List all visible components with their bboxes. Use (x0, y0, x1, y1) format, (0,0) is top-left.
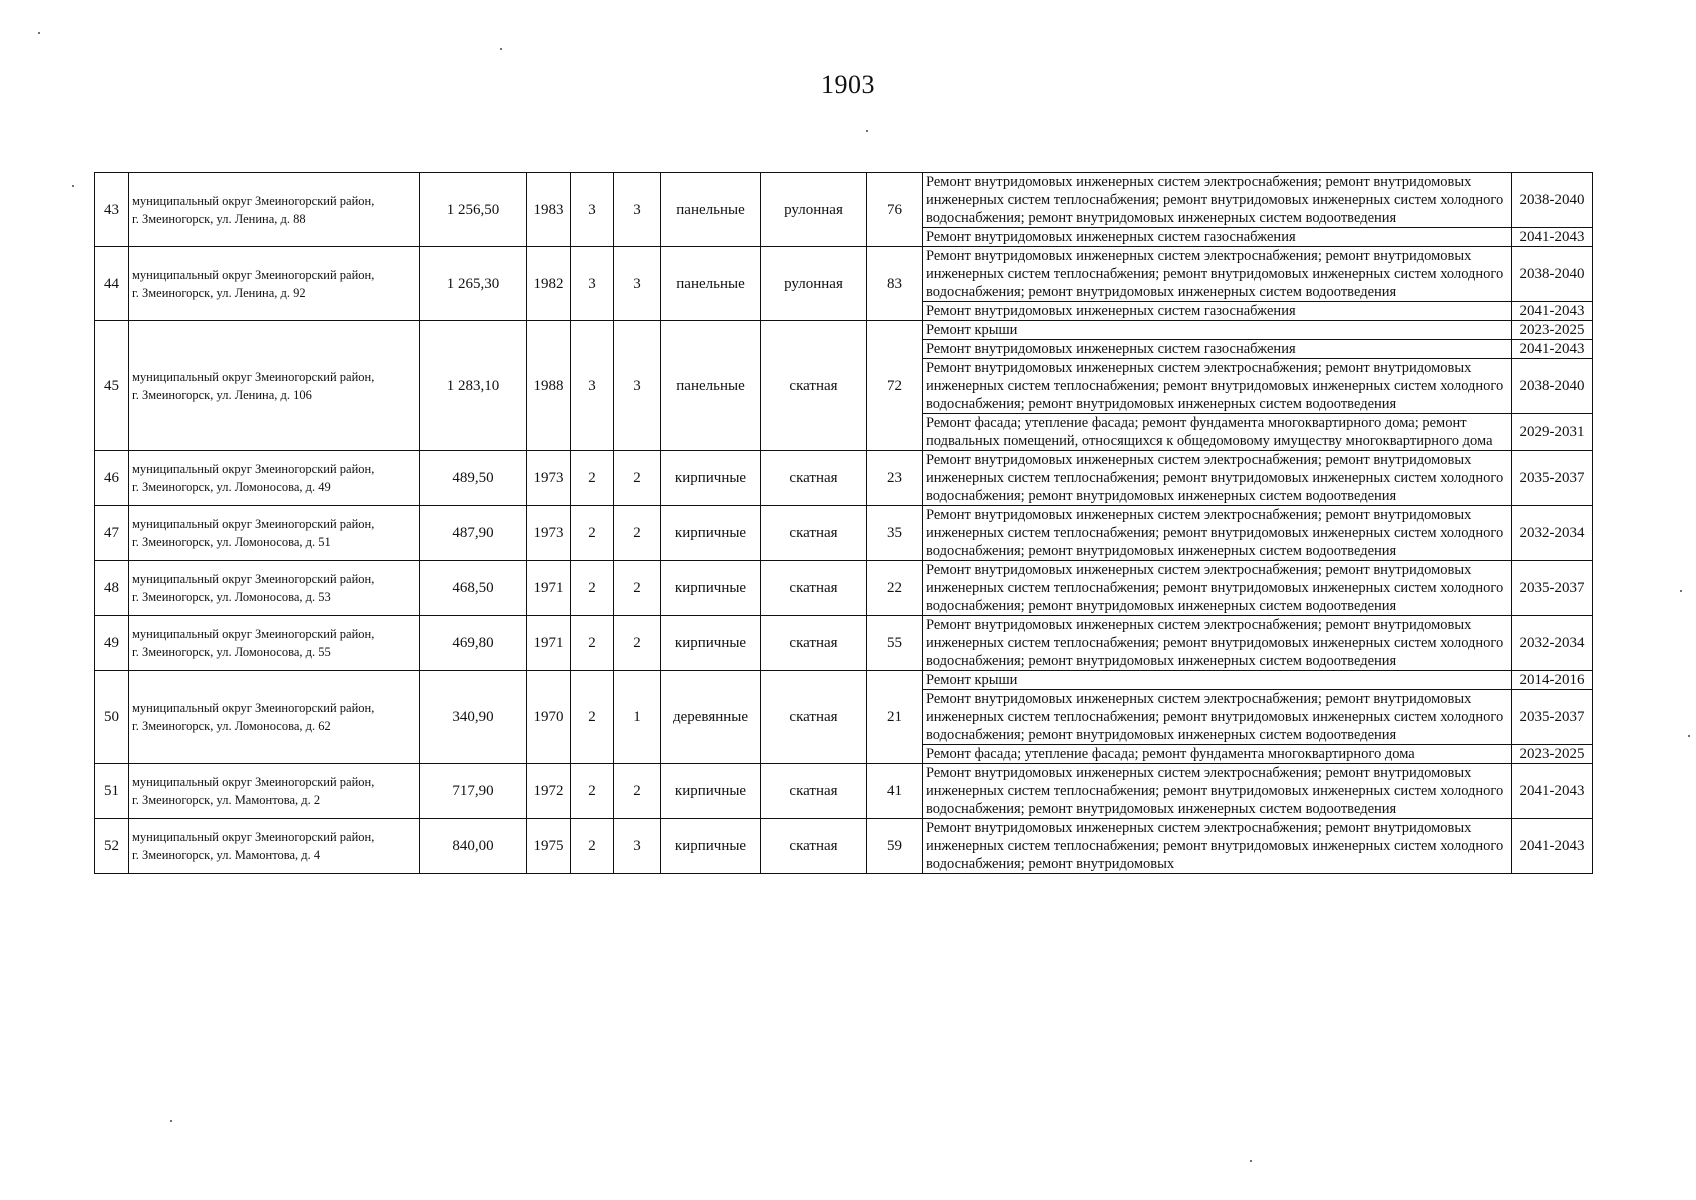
address-cell (129, 173, 420, 247)
work-period-cell: 2035-2037 (1512, 561, 1593, 616)
wear-percent-cell: 72 (867, 321, 923, 451)
work-period-cell: 2041-2043 (1512, 819, 1593, 874)
address-line-1: муниципальный округ Змеиногорский район, (132, 830, 375, 844)
address-cell (129, 764, 420, 819)
work-type-cell: Ремонт внутридомовых инженерных систем электроснабжения; ремонт внутридомовых инженерных систем теплоснабжения; ремонт внутридомовых инженерных систем холодного водоснабжения; ремонт внутридомовых инженерных систем водоотведения (923, 690, 1512, 745)
row-number-cell: 47 (95, 506, 129, 561)
scan-speck (866, 130, 868, 132)
walls-material-cell: кирпичные (661, 764, 761, 819)
walls-material-cell: кирпичные (661, 819, 761, 874)
entrances-cell: 2 (614, 561, 661, 616)
address-line-1: муниципальный округ Змеиногорский район, (132, 775, 375, 789)
scan-speck (1250, 1160, 1252, 1162)
table-row (95, 671, 1593, 690)
address-cell (129, 561, 420, 616)
work-period-cell: 2029-2031 (1512, 414, 1593, 451)
address-line-2: г. Змеиногорск, ул. Ленина, д. 106 (132, 387, 312, 402)
scan-speck (38, 32, 40, 34)
roof-type-cell: скатная (761, 506, 867, 561)
work-type-cell: Ремонт внутридомовых инженерных систем электроснабжения; ремонт внутридомовых инженерных систем теплоснабжения; ремонт внутридомовых инженерных систем холодного водоснабжения; ремонт внутридомовых инженерных систем водоотведения (923, 247, 1512, 302)
address-line-2: г. Змеиногорск, ул. Ломоносова, д. 49 (132, 480, 331, 494)
row-number-cell: 51 (95, 764, 129, 819)
address-line-1: муниципальный округ Змеиногорский район, (132, 193, 375, 208)
table-row (95, 764, 1593, 819)
address-cell (129, 321, 420, 451)
address-line-2: г. Змеиногорск, ул. Ломоносова, д. 55 (132, 645, 331, 659)
entrances-cell: 3 (614, 819, 661, 874)
work-type-cell: Ремонт внутридомовых инженерных систем электроснабжения; ремонт внутридомовых инженерных систем теплоснабжения; ремонт внутридомовых инженерных систем холодного водоснабжения; ремонт внутридомовых инженерных систем водоотведения (923, 561, 1512, 616)
area-cell: 1 265,30 (420, 247, 527, 321)
work-period-cell: 2038-2040 (1512, 359, 1593, 414)
address-cell (129, 247, 420, 321)
work-type-cell: Ремонт внутридомовых инженерных систем электроснабжения; ремонт внутридомовых инженерных систем теплоснабжения; ремонт внутридомовых инженерных систем холодного водоснабжения; ремонт внутридомовых инженерных систем водоотведения (923, 616, 1512, 671)
row-number-cell: 49 (95, 616, 129, 671)
registry-table (94, 172, 1593, 874)
wear-percent-cell: 21 (867, 671, 923, 764)
work-type-cell: Ремонт внутридомовых инженерных систем газоснабжения (923, 302, 1512, 321)
year-cell: 1973 (527, 506, 571, 561)
table-row (95, 616, 1593, 671)
work-period-cell: 2014-2016 (1512, 671, 1593, 690)
wear-percent-cell: 41 (867, 764, 923, 819)
area-cell: 1 283,10 (420, 321, 527, 451)
table-row (95, 321, 1593, 340)
wear-percent-cell: 22 (867, 561, 923, 616)
area-cell: 717,90 (420, 764, 527, 819)
row-number-cell: 48 (95, 561, 129, 616)
address-line-1: муниципальный округ Змеиногорский район, (132, 369, 375, 384)
year-cell: 1983 (527, 173, 571, 247)
entrances-cell: 2 (614, 616, 661, 671)
floors-cell: 2 (571, 819, 614, 874)
scan-speck (500, 48, 502, 50)
address-cell (129, 671, 420, 764)
page-number: 1903 (821, 70, 875, 99)
work-type-cell: Ремонт внутридомовых инженерных систем электроснабжения; ремонт внутридомовых инженерных систем теплоснабжения; ремонт внутридомовых инженерных систем холодного водоснабжения; ремонт внутридомовых инженерных систем водоотведения (923, 764, 1512, 819)
floors-cell: 2 (571, 451, 614, 506)
area-cell: 469,80 (420, 616, 527, 671)
walls-material-cell: деревянные (661, 671, 761, 764)
work-type-cell: Ремонт внутридомовых инженерных систем электроснабжения; ремонт внутридомовых инженерных систем теплоснабжения; ремонт внутридомовых инженерных систем холодного водоснабжения; ремонт внутридомовых инженерных систем водоотведения (923, 359, 1512, 414)
floors-cell: 3 (571, 173, 614, 247)
work-period-cell: 2032-2034 (1512, 506, 1593, 561)
year-cell: 1975 (527, 819, 571, 874)
address-line-1: муниципальный округ Змеиногорский район, (132, 701, 375, 715)
address-line-1: муниципальный округ Змеиногорский район, (132, 462, 375, 476)
row-number-cell: 43 (95, 173, 129, 247)
roof-type-cell: рулонная (761, 247, 867, 321)
work-type-cell: Ремонт внутридомовых инженерных систем газоснабжения (923, 228, 1512, 247)
floors-cell: 3 (571, 247, 614, 321)
address-cell (129, 819, 420, 874)
roof-type-cell: скатная (761, 451, 867, 506)
row-number-cell: 52 (95, 819, 129, 874)
year-cell: 1988 (527, 321, 571, 451)
table-row (95, 173, 1593, 228)
walls-material-cell: кирпичные (661, 616, 761, 671)
table-row (95, 451, 1593, 506)
walls-material-cell: панельные (661, 173, 761, 247)
work-type-cell: Ремонт внутридомовых инженерных систем электроснабжения; ремонт внутридомовых инженерных систем теплоснабжения; ремонт внутридомовых инженерных систем холодного водоснабжения; ремонт внутридомовых инженерных систем водоотведения (923, 451, 1512, 506)
address-line-2: г. Змеиногорск, ул. Ленина, д. 88 (132, 211, 306, 226)
year-cell: 1973 (527, 451, 571, 506)
work-period-cell: 2038-2040 (1512, 173, 1593, 228)
year-cell: 1970 (527, 671, 571, 764)
address-line-2: г. Змеиногорск, ул. Ломоносова, д. 53 (132, 590, 331, 604)
floors-cell: 2 (571, 764, 614, 819)
floors-cell: 2 (571, 616, 614, 671)
address-line-2: г. Змеиногорск, ул. Мамонтова, д. 2 (132, 793, 321, 807)
work-period-cell: 2041-2043 (1512, 302, 1593, 321)
address-line-2: г. Змеиногорск, ул. Ломоносова, д. 51 (132, 535, 331, 549)
year-cell: 1971 (527, 616, 571, 671)
work-period-cell: 2041-2043 (1512, 228, 1593, 247)
row-number-cell: 45 (95, 321, 129, 451)
roof-type-cell: рулонная (761, 173, 867, 247)
entrances-cell: 1 (614, 671, 661, 764)
entrances-cell: 3 (614, 321, 661, 451)
table-row (95, 819, 1593, 874)
address-line-1: муниципальный округ Змеиногорский район, (132, 627, 375, 641)
area-cell: 840,00 (420, 819, 527, 874)
work-type-cell: Ремонт внутридомовых инженерных систем газоснабжения (923, 340, 1512, 359)
work-period-cell: 2032-2034 (1512, 616, 1593, 671)
work-period-cell: 2041-2043 (1512, 764, 1593, 819)
work-type-cell: Ремонт внутридомовых инженерных систем электроснабжения; ремонт внутридомовых инженерных систем теплоснабжения; ремонт внутридомовых инженерных систем холодного водоснабжения; ремонт внутридомовых инженерных систем водоотведения (923, 506, 1512, 561)
work-type-cell: Ремонт крыши (923, 321, 1512, 340)
area-cell: 489,50 (420, 451, 527, 506)
row-number-cell: 50 (95, 671, 129, 764)
entrances-cell: 2 (614, 506, 661, 561)
wear-percent-cell: 76 (867, 173, 923, 247)
address-cell (129, 616, 420, 671)
walls-material-cell: кирпичные (661, 561, 761, 616)
roof-type-cell: скатная (761, 321, 867, 451)
work-period-cell: 2023-2025 (1512, 321, 1593, 340)
work-type-cell: Ремонт внутридомовых инженерных систем электроснабжения; ремонт внутридомовых инженерных систем теплоснабжения; ремонт внутридомовых инженерных систем холодного водоснабжения; ремонт внутридомовых (923, 819, 1512, 874)
area-cell: 468,50 (420, 561, 527, 616)
table-row (95, 561, 1593, 616)
floors-cell: 2 (571, 506, 614, 561)
year-cell: 1972 (527, 764, 571, 819)
roof-type-cell: скатная (761, 764, 867, 819)
scan-speck (1680, 590, 1682, 592)
work-period-cell: 2038-2040 (1512, 247, 1593, 302)
table-row (95, 506, 1593, 561)
scan-speck (170, 1120, 172, 1122)
wear-percent-cell: 55 (867, 616, 923, 671)
wear-percent-cell: 59 (867, 819, 923, 874)
walls-material-cell: кирпичные (661, 506, 761, 561)
address-line-1: муниципальный округ Змеиногорский район, (132, 267, 375, 282)
work-type-cell: Ремонт фасада; утепление фасада; ремонт фундамента многоквартирного дома (923, 745, 1512, 764)
floors-cell: 2 (571, 561, 614, 616)
scan-speck (72, 185, 74, 187)
work-type-cell: Ремонт внутридомовых инженерных систем электроснабжения; ремонт внутридомовых инженерных систем теплоснабжения; ремонт внутридомовых инженерных систем холодного водоснабжения; ремонт внутридомовых инженерных систем водоотведения (923, 173, 1512, 228)
address-line-2: г. Змеиногорск, ул. Ленина, д. 92 (132, 285, 306, 300)
address-line-2: г. Змеиногорск, ул. Мамонтова, д. 4 (132, 848, 321, 862)
row-number-cell: 44 (95, 247, 129, 321)
scan-speck (1688, 735, 1690, 737)
work-period-cell: 2023-2025 (1512, 745, 1593, 764)
walls-material-cell: панельные (661, 247, 761, 321)
walls-material-cell: панельные (661, 321, 761, 451)
entrances-cell: 2 (614, 764, 661, 819)
year-cell: 1971 (527, 561, 571, 616)
address-line-2: г. Змеиногорск, ул. Ломоносова, д. 62 (132, 719, 331, 733)
area-cell: 487,90 (420, 506, 527, 561)
work-period-cell: 2035-2037 (1512, 690, 1593, 745)
entrances-cell: 3 (614, 247, 661, 321)
floors-cell: 2 (571, 671, 614, 764)
work-type-cell: Ремонт крыши (923, 671, 1512, 690)
roof-type-cell: скатная (761, 671, 867, 764)
wear-percent-cell: 83 (867, 247, 923, 321)
area-cell: 340,90 (420, 671, 527, 764)
work-period-cell: 2041-2043 (1512, 340, 1593, 359)
row-number-cell: 46 (95, 451, 129, 506)
floors-cell: 3 (571, 321, 614, 451)
address-line-1: муниципальный округ Змеиногорский район, (132, 572, 375, 586)
address-cell (129, 451, 420, 506)
entrances-cell: 2 (614, 451, 661, 506)
wear-percent-cell: 23 (867, 451, 923, 506)
work-type-cell: Ремонт фасада; утепление фасада; ремонт фундамента многоквартирного дома; ремонт подвальных помещений, относящихся к общедомовому имуществу многоквартирного дома (923, 414, 1512, 451)
walls-material-cell: кирпичные (661, 451, 761, 506)
address-line-1: муниципальный округ Змеиногорский район, (132, 517, 375, 531)
table-row (95, 247, 1593, 302)
address-cell (129, 506, 420, 561)
work-period-cell: 2035-2037 (1512, 451, 1593, 506)
entrances-cell: 3 (614, 173, 661, 247)
year-cell: 1982 (527, 247, 571, 321)
registry-body (95, 173, 1593, 874)
area-cell: 1 256,50 (420, 173, 527, 247)
wear-percent-cell: 35 (867, 506, 923, 561)
roof-type-cell: скатная (761, 561, 867, 616)
roof-type-cell: скатная (761, 819, 867, 874)
roof-type-cell: скатная (761, 616, 867, 671)
